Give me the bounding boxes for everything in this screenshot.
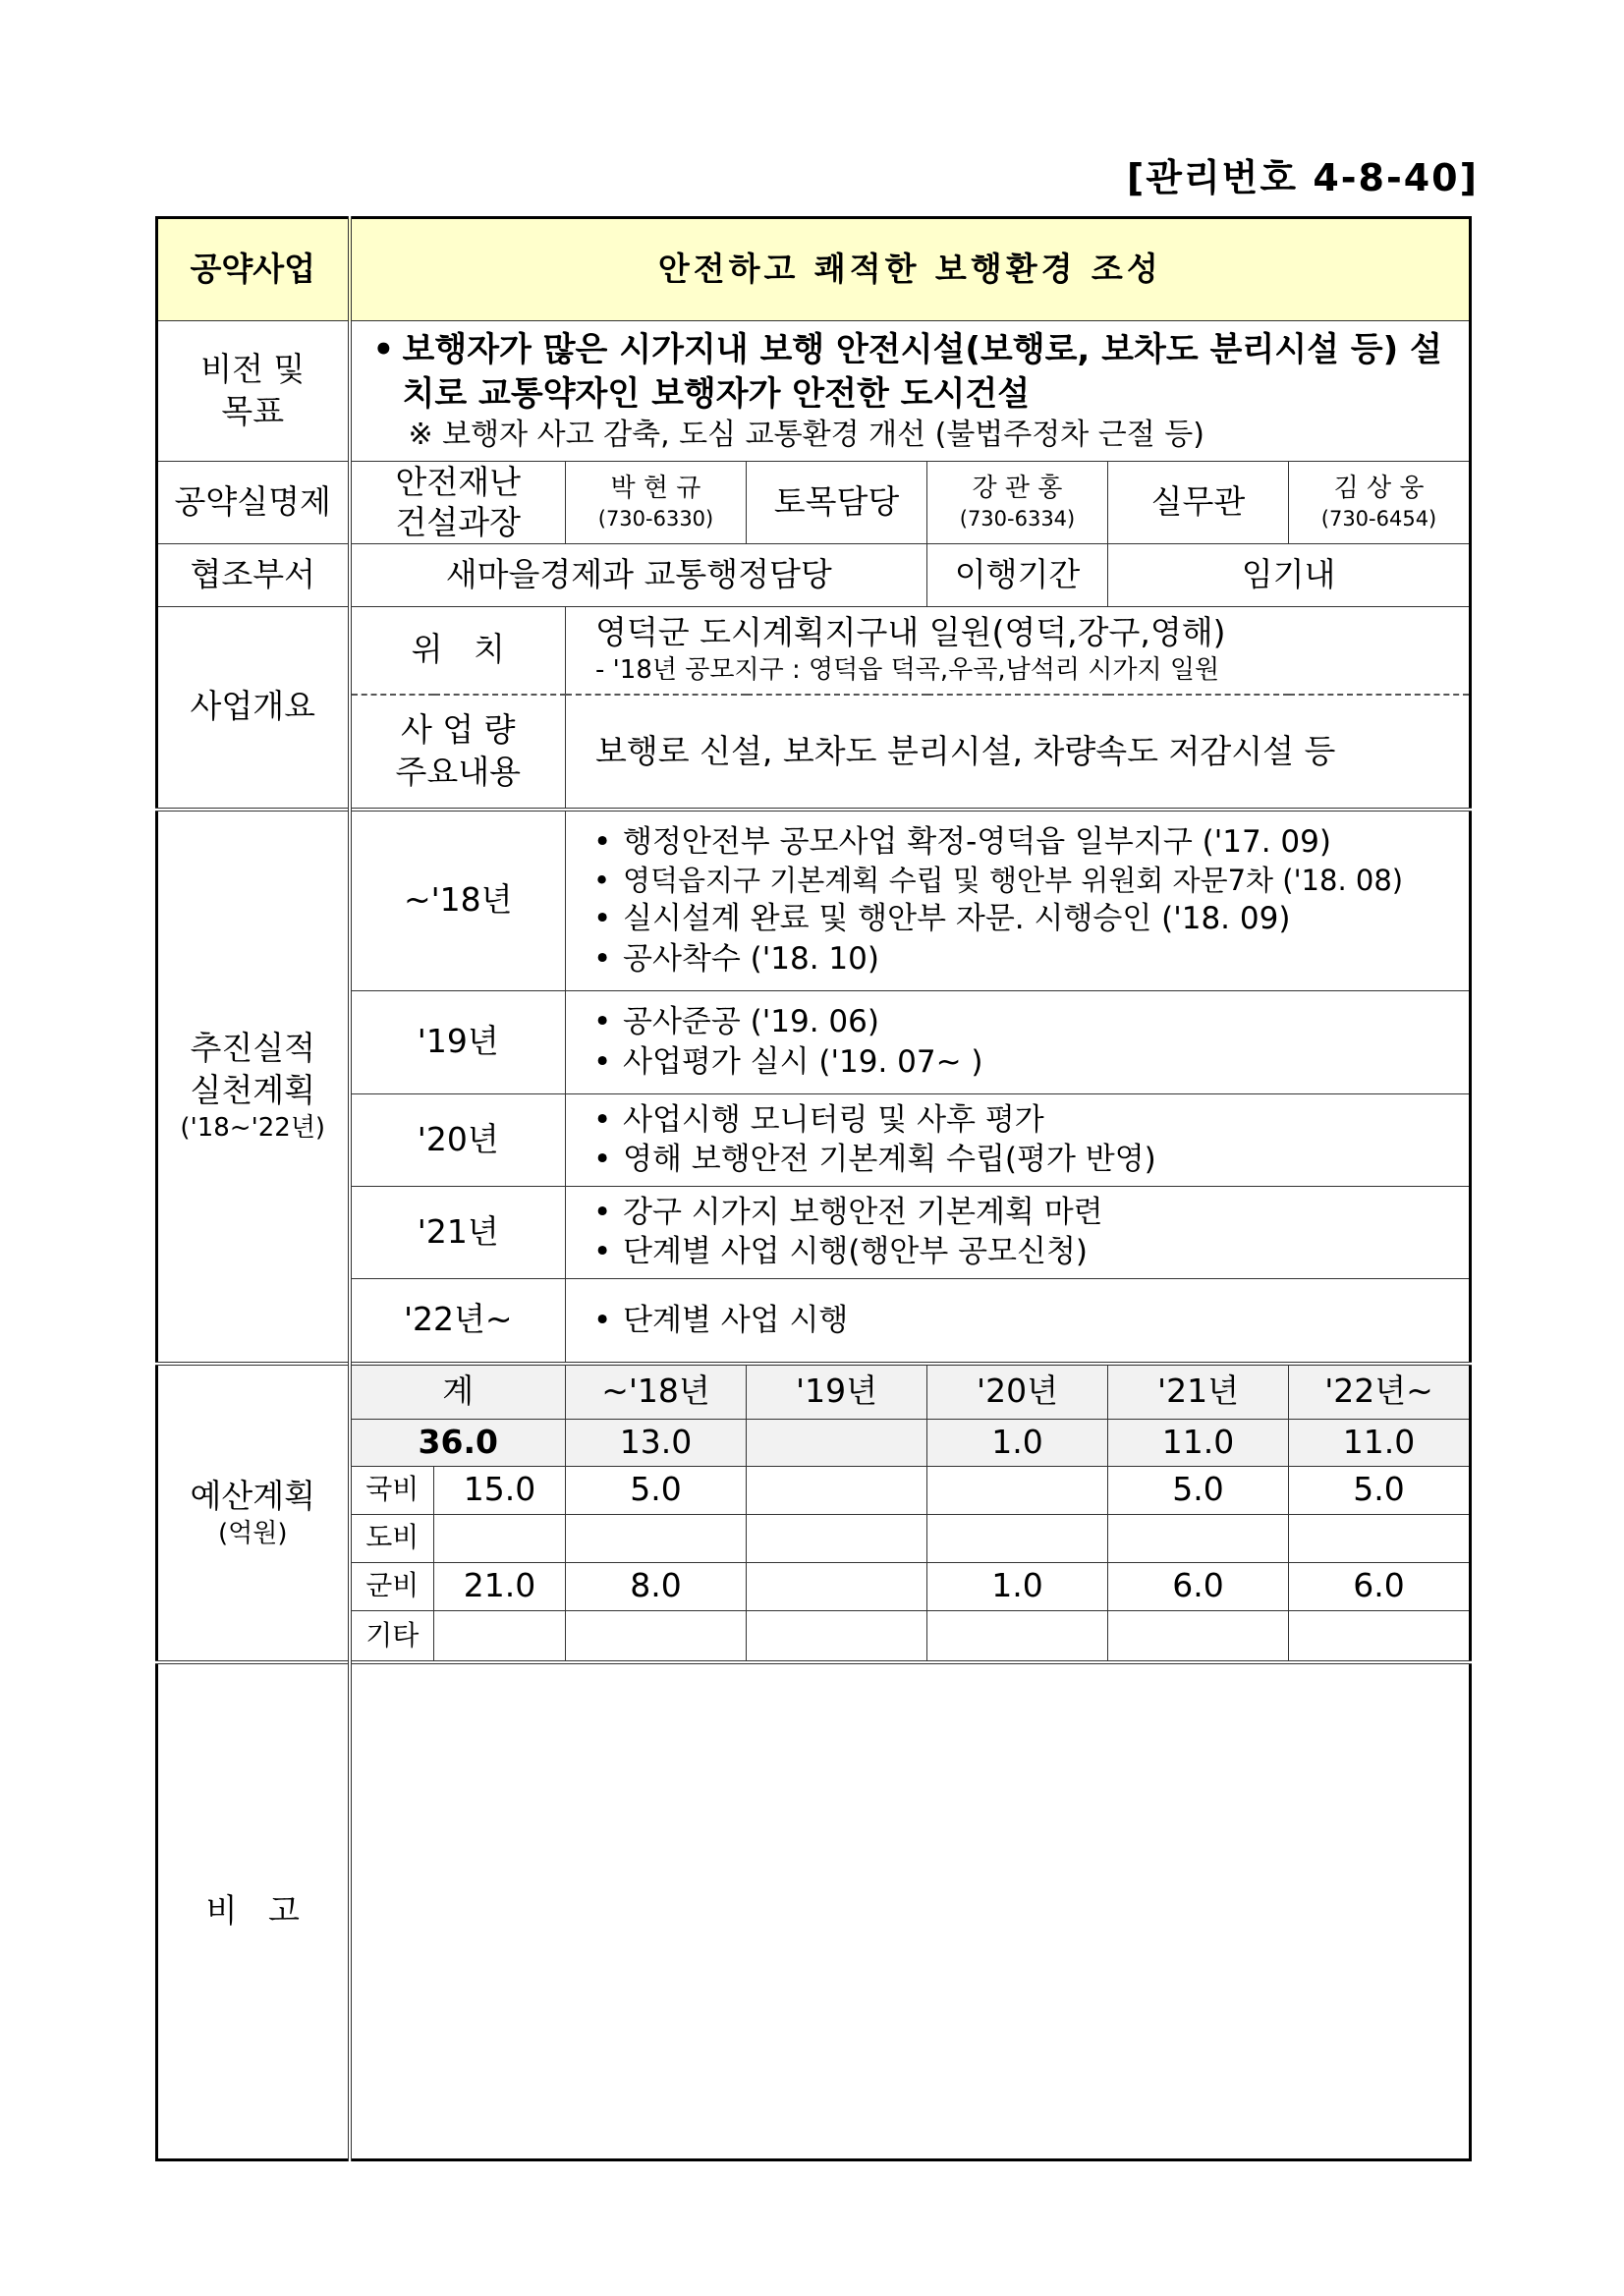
progress-item: • 단계별 사업 시행 xyxy=(593,1301,1459,1340)
budget-cell: 8.0 xyxy=(566,1562,747,1610)
budget-cell xyxy=(434,1610,566,1662)
progress-year-3: '20년 xyxy=(350,1093,566,1186)
progress-item: • 강구 시가지 보행안전 기본계획 마련 xyxy=(593,1193,1459,1232)
budget-source: 도비 xyxy=(350,1514,434,1562)
budget-header: '21년 xyxy=(1108,1364,1289,1419)
progress-item: • 공사준공 ('19. 06) xyxy=(593,1002,1459,1041)
budget-cell xyxy=(927,1514,1108,1562)
budget-cell xyxy=(1289,1514,1471,1562)
budget-header: '20년 xyxy=(927,1364,1108,1419)
progress-items-4 xyxy=(566,1186,1471,1278)
progress-label-cell xyxy=(157,810,350,1364)
budget-cell: 6.0 xyxy=(1108,1562,1289,1610)
vision-label: 비전 및 목표 xyxy=(157,321,350,462)
progress-item: • 사업시행 모니터링 및 사후 평가 xyxy=(593,1100,1459,1140)
progress-item: • 단계별 사업 시행(행안부 공모신청) xyxy=(593,1232,1459,1271)
progress-year-4: '21년 xyxy=(350,1186,566,1278)
content-value: 보행로 신설, 보차도 분리시설, 차량속도 저감시설 등 xyxy=(566,695,1471,810)
officials-label: 공약실명제 xyxy=(157,462,350,544)
budget-cell: 5.0 xyxy=(1108,1466,1289,1514)
official-role-2: 토목담당 xyxy=(747,462,927,544)
cooperation-label: 협조부서 xyxy=(157,543,350,606)
budget-cell xyxy=(1289,1610,1471,1662)
budget-total: 36.0 xyxy=(350,1419,566,1466)
progress-items-1 xyxy=(566,810,1471,990)
progress-item: • 영해 보행안전 기본계획 수립(평가 반영) xyxy=(593,1140,1459,1179)
pledge-table xyxy=(155,216,1472,2161)
budget-cell: 6.0 xyxy=(1289,1562,1471,1610)
official-role-3: 실무관 xyxy=(1108,462,1289,544)
progress-items-2 xyxy=(566,990,1471,1093)
budget-label-cell xyxy=(157,1364,350,1662)
page-title: 안전하고 쾌적한 보행환경 조성 xyxy=(350,218,1471,321)
progress-year-1: ~'18년 xyxy=(350,810,566,990)
progress-item: • 행정안전부 공모사업 확정-영덕읍 일부지구 ('17. 09) xyxy=(593,822,1459,862)
budget-cell xyxy=(566,1610,747,1662)
progress-year-2: '19년 xyxy=(350,990,566,1093)
budget-total: 11.0 xyxy=(1289,1419,1471,1466)
official-3-phone: (730-6454) xyxy=(1320,506,1437,531)
budget-source: 군비 xyxy=(350,1562,434,1610)
budget-cell xyxy=(747,1610,927,1662)
budget-cell: 5.0 xyxy=(1289,1466,1471,1514)
period-label: 이행기간 xyxy=(927,543,1108,606)
cooperation-dept: 새마을경제과 교통행정담당 xyxy=(350,543,927,606)
budget-total: 1.0 xyxy=(927,1419,1108,1466)
location-cell xyxy=(566,606,1471,695)
period-value: 임기내 xyxy=(1108,543,1471,606)
content-label: 사 업 량 주요내용 xyxy=(350,695,566,810)
budget-source: 국비 xyxy=(350,1466,434,1514)
budget-unit: (억원) xyxy=(217,1518,288,1548)
header-label: 공약사업 xyxy=(157,218,350,321)
budget-source: 기타 xyxy=(350,1610,434,1662)
overview-label: 사업개요 xyxy=(157,606,350,810)
management-number: [관리번호 4-8-40] xyxy=(1126,156,1479,199)
progress-item: • 사업평가 실시 ('19. 07~ ) xyxy=(593,1042,1459,1082)
official-2-name: 강 관 홍 xyxy=(972,473,1063,503)
budget-cell: 21.0 xyxy=(434,1562,566,1610)
progress-item: • 공사착수 ('18. 10) xyxy=(593,939,1459,979)
budget-header: 계 xyxy=(350,1364,566,1419)
official-dept: 안전재난 건설과장 xyxy=(350,462,566,544)
budget-header: '22년~ xyxy=(1289,1364,1471,1419)
budget-total xyxy=(747,1419,927,1466)
location-main: 영덕군 도시계획지구내 일원(영덕,강구,영해) xyxy=(595,613,1226,652)
budget-cell xyxy=(1108,1514,1289,1562)
budget-cell: 5.0 xyxy=(566,1466,747,1514)
location-label: 위 치 xyxy=(350,606,566,695)
official-2 xyxy=(927,462,1108,544)
budget-cell xyxy=(747,1466,927,1514)
budget-cell: 1.0 xyxy=(927,1562,1108,1610)
budget-cell xyxy=(747,1514,927,1562)
vision-cell xyxy=(350,321,1471,462)
vision-note: ※ 보행자 사고 감축, 도심 교통환경 개선 (불법주정차 근절 등) xyxy=(408,417,1204,452)
budget-cell xyxy=(1108,1610,1289,1662)
budget-cell xyxy=(927,1466,1108,1514)
progress-items-5 xyxy=(566,1278,1471,1364)
progress-items-3 xyxy=(566,1093,1471,1186)
vision-bullet: • 보행자가 많은 시가지내 보행 안전시설(보행로, 보차도 분리시설 등) 설치로 교통약자인 보행자가 안전한 도시건설 xyxy=(373,328,1460,415)
progress-year-5: '22년~ xyxy=(350,1278,566,1364)
remarks-value xyxy=(350,1662,1471,2159)
budget-header: '19년 xyxy=(747,1364,927,1419)
budget-total: 11.0 xyxy=(1108,1419,1289,1466)
budget-label: 예산계획 xyxy=(190,1476,315,1515)
official-1-name: 박 현 규 xyxy=(610,473,701,503)
budget-cell xyxy=(747,1562,927,1610)
remarks-label: 비 고 xyxy=(157,1662,350,2159)
official-1-phone: (730-6330) xyxy=(597,506,714,531)
official-1 xyxy=(566,462,747,544)
progress-sublabel: ('18~'22년) xyxy=(180,1112,326,1143)
official-3-name: 김 상 웅 xyxy=(1333,473,1425,503)
official-2-phone: (730-6334) xyxy=(959,506,1076,531)
progress-label: 추진실적 실천계획 xyxy=(190,1029,315,1110)
budget-total: 13.0 xyxy=(566,1419,747,1466)
budget-cell: 15.0 xyxy=(434,1466,566,1514)
progress-item: • 영덕읍지구 기본계획 수립 및 행안부 위원회 자문7차 ('18. 08) xyxy=(593,863,1459,900)
budget-cell xyxy=(927,1610,1108,1662)
location-sub: - '18년 공모지구 : 영덕읍 덕곡,우곡,남석리 시가지 일원 xyxy=(595,655,1220,686)
progress-item: • 실시설계 완료 및 행안부 자문. 시행승인 ('18. 09) xyxy=(593,899,1459,938)
budget-cell xyxy=(566,1514,747,1562)
official-3 xyxy=(1289,462,1471,544)
budget-header: ~'18년 xyxy=(566,1364,747,1419)
budget-cell xyxy=(434,1514,566,1562)
